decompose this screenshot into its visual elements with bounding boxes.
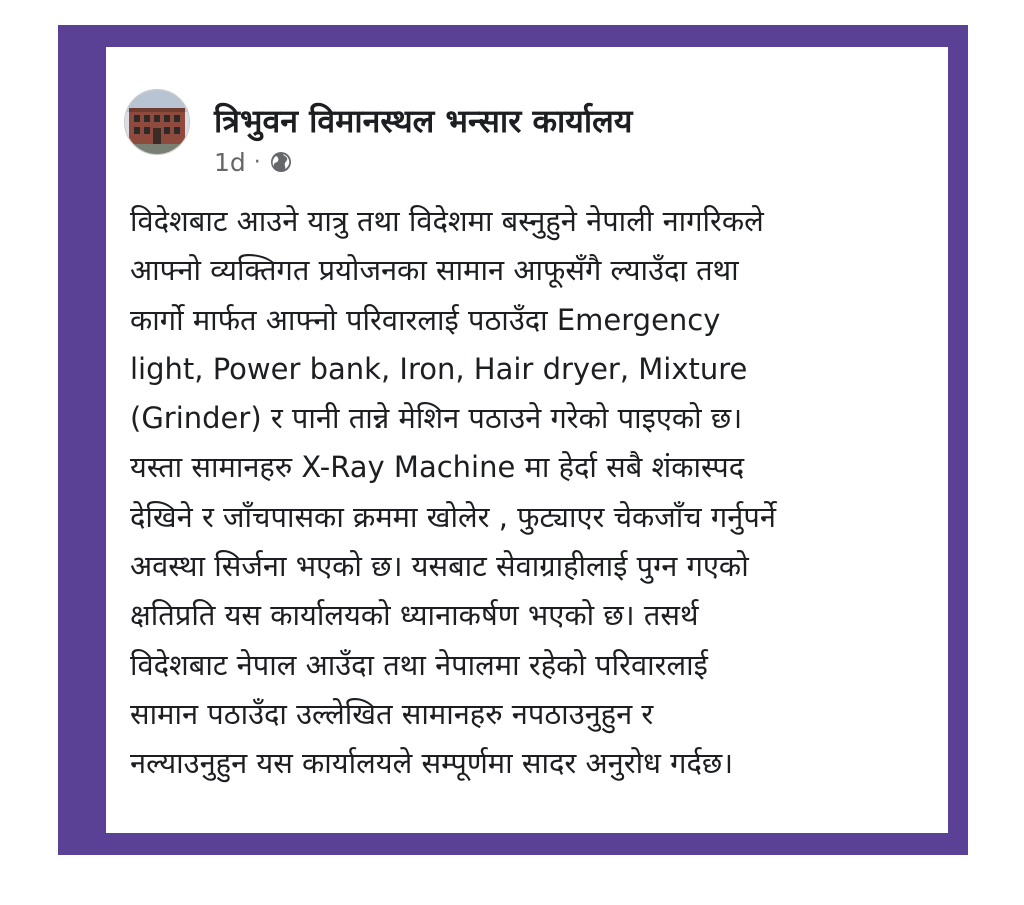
- post-text-line: यस्ता सामानहरु X-Ray Machine मा हेर्दा सबै शंकास्पद: [130, 450, 745, 485]
- page-avatar[interactable]: [124, 89, 190, 155]
- post-header: [124, 73, 928, 177]
- purple-frame: [58, 25, 968, 855]
- page-name-link[interactable]: त्रिभुवन विमानस्थल भन्सार कार्यालय: [214, 102, 633, 140]
- post-text-line: नल्याउनुहुन यस कार्यालयले सम्पूर्णमा सादर अनुरोध गर्दछ।: [130, 746, 734, 781]
- post-text-line: अवस्था सिर्जना भएको छ। यसबाट सेवाग्राहीलाई पुग्न गएको: [130, 549, 749, 584]
- post-text-line: सामान पठाउँदा उल्लेखित सामानहरु नपठाउनुहुन र: [130, 696, 654, 731]
- post-text: [130, 197, 930, 789]
- post-text-line: कार्गो मार्फत आफ्नो परिवारलाई पठाउँदा Emergency: [130, 302, 721, 337]
- post-text-line: आफ्नो व्यक्तिगत प्रयोजनका सामान आफूसँगै ल्याउँदा तथा: [130, 253, 739, 288]
- post-text-line: क्षतिप्रति यस कार्यालयको ध्यानाकर्षण भएको छ। तसर्थ: [130, 598, 699, 633]
- post-text-line: देखिने र जाँचपासका क्रममा खोलेर , फुट्याएर चेकजाँच गर्नुपर्ने: [130, 499, 776, 534]
- post-card: [106, 47, 948, 833]
- post-timestamp[interactable]: 1d: [214, 147, 246, 177]
- post-text-line: विदेशबाट आउने यात्रु तथा विदेशमा बस्नुहुने नेपाली नागरिकले: [130, 204, 764, 238]
- post-text-line: (Grinder) र पानी तान्ने मेशिन पठाउने गरेको पाइएको छ।: [130, 401, 743, 436]
- post-text-line: विदेशबाट नेपाल आउँदा तथा नेपालमा रहेको परिवारलाई: [130, 647, 708, 682]
- building-photo-icon: [125, 90, 189, 154]
- meta-separator: ·: [253, 149, 261, 175]
- post-meta: [214, 147, 293, 177]
- globe-icon[interactable]: [269, 150, 293, 174]
- post-text-line: light, Power bank, Iron, Hair dryer, Mixture: [130, 351, 748, 386]
